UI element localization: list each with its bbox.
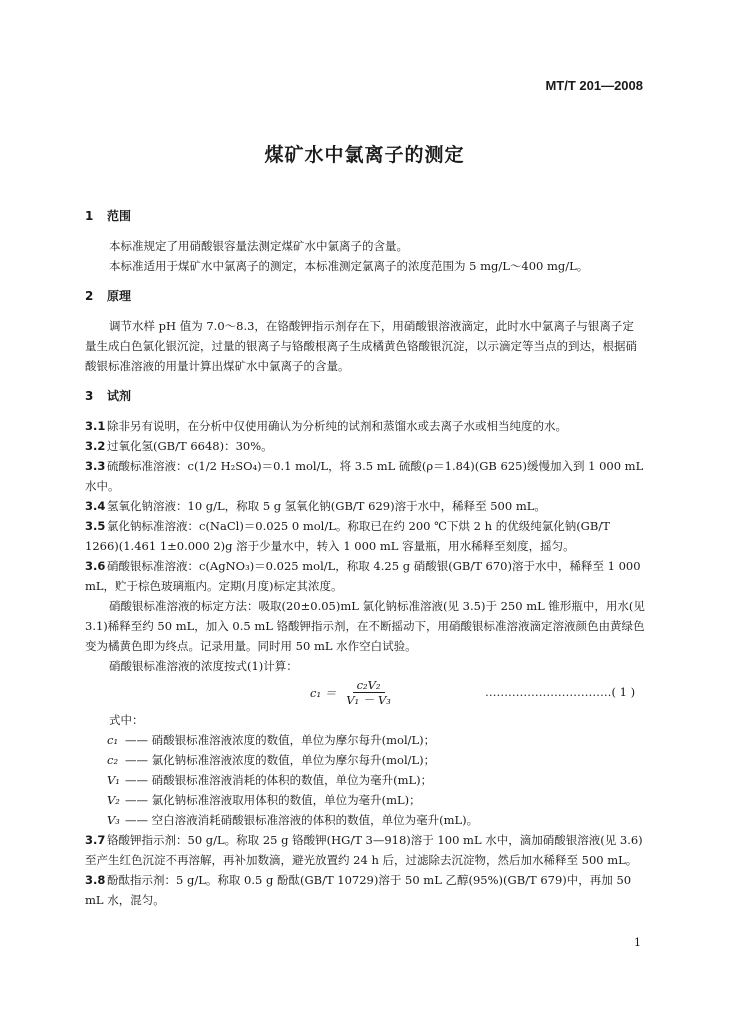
section-number: 2 (85, 289, 94, 303)
item-text: 硫酸标准溶液：c(1/2 H₂SO₄)＝0.1 mol/L，将 3.5 mL 硫酸(ρ＝1.84)(GB 625)缓慢加入到 1 000 mL水中。 (85, 459, 644, 493)
symbol: c₂ (107, 753, 119, 767)
symbol: V₁ (107, 773, 120, 787)
list-item (85, 456, 645, 496)
definition-text: —— 硝酸银标准溶液消耗的体积的数值，单位为毫升(mL)； (125, 773, 433, 787)
symbol-definition (85, 810, 645, 830)
page-number: 1 (634, 936, 641, 949)
symbol-definition (85, 790, 645, 810)
item-number: 3.3 (85, 459, 106, 473)
symbol: c₁ (107, 733, 119, 747)
paragraph: 本标准适用于煤矿水中氯离子的测定，本标准测定氯离子的浓度范围为 5 mg/L～400 mg/L。 (109, 259, 589, 273)
item-number: 3.5 (85, 519, 106, 533)
paragraph: 调节水样 pH 值为 7.0～8.3，在铬酸钾指示剂存在下，用硝酸银溶液滴定，此时水中氯离子与银离子定量生成白色氯化银沉淀，过量的银离子与铬酸根离子生成橘黄色铬酸银沉淀，以示滴定等当点的到达，根据硝酸银标准溶液的用量计算出煤矿水中氯离子的含量。 (85, 319, 637, 373)
section-title: 试剂 (107, 389, 132, 403)
symbol: V₂ (107, 793, 120, 807)
equation-number (485, 685, 635, 699)
standard-code: MT/T 201—2008 (545, 78, 643, 93)
section-title: 范围 (107, 209, 132, 223)
calibration-paragraph: 硝酸银标准溶液的标定方法：吸取(20±0.05)mL 氯化钠标准溶液(见 3.5)于 250 mL 锥形瓶中，用水(见 3.1)稀释至约 50 mL，加入 0.5 mL 铬酸钾指示剂，在不断摇动下，用硝酸银标准溶液滴定溶液颜色由黄绿色变为橘黄色即为终点。记录用量。同时用 50 mL 水作空白试验。 (85, 599, 645, 653)
section-heading (85, 206, 645, 226)
formula-lhs: c₁ ＝ (310, 685, 337, 700)
item-number: 3.2 (85, 439, 106, 453)
symbol-definition (85, 770, 645, 790)
section-title: 原理 (107, 289, 132, 303)
document-title: 煤矿水中氯离子的测定 (264, 144, 465, 166)
formula-intro: 硝酸银标准溶液的浓度按式(1)计算： (109, 659, 298, 673)
item-text: 铬酸钾指示剂：50 g/L。称取 25 g 铬酸钾(HG/T 3—918)溶于 100 mL 水中，滴加硝酸银溶液(见 3.6)至产生红色沉淀不再溶解，再补加数滴，避光放置约 24 h 后，过滤除去沉淀物，然后加水稀释至 500 mL。 (85, 833, 643, 867)
formula (310, 678, 395, 707)
section-heading (85, 286, 645, 306)
formula-denominator: V₁ － V₃ (346, 693, 391, 707)
symbol: V₃ (107, 813, 120, 827)
item-text: 硝酸银标准溶液：c(AgNO₃)＝0.025 mol/L，称取 4.25 g 硝酸银(GB/T 670)溶于水中，稀释至 1 000 mL，贮于棕色玻璃瓶内。定期(月度)标定其浓度。 (85, 559, 641, 593)
equation (85, 676, 645, 710)
where-label: 式中： (109, 713, 144, 727)
item-text: 氢氧化钠溶液：10 g/L，称取 5 g 氢氧化钠(GB/T 629)溶于水中，稀释至 500 mL。 (107, 499, 546, 513)
definition-text: —— 氯化钠标准溶液浓度的数值，单位为摩尔每升(mol/L)； (125, 753, 436, 767)
item-text: 过氧化氢(GB/T 6648)：30%。 (107, 439, 273, 453)
item-number: 3.7 (85, 833, 106, 847)
document-body (85, 206, 645, 910)
list-item (85, 556, 645, 596)
item-number: 3.1 (85, 419, 106, 433)
definition-text: —— 空白溶液消耗硝酸银标准溶液的体积的数值，单位为毫升(mL)。 (125, 813, 479, 827)
definition-text: —— 硝酸银标准溶液浓度的数值，单位为摩尔每升(mol/L)； (125, 733, 436, 747)
symbol-definition (85, 750, 645, 770)
formula-numerator: c₂V₂ (353, 678, 385, 693)
item-text: 酚酞指示剂：5 g/L。称取 0.5 g 酚酞(GB/T 10729)溶于 50 mL 乙醇(95%)(GB/T 679)中，再加 50 mL 水，混匀。 (85, 873, 632, 907)
item-number: 3.6 (85, 559, 106, 573)
item-text: 氯化钠标准溶液：c(NaCl)＝0.025 0 mol/L。称取已在约 200 ℃下烘 2 h 的优级纯氯化钠(GB/T 1266)(1.461 1±0.000 2)g 溶于少量水中，转入 1 000 mL 容量瓶，用水稀释至刻度，摇匀。 (85, 519, 610, 553)
list-item (85, 870, 645, 910)
equation-leader: …………………………… (485, 685, 612, 699)
list-item (85, 496, 645, 516)
section-heading (85, 386, 645, 406)
list-item (85, 516, 645, 556)
section-number: 1 (85, 209, 94, 223)
paragraph: 本标准规定了用硝酸银容量法测定煤矿水中氯离子的含量。 (109, 239, 408, 253)
symbol-definition (85, 730, 645, 750)
item-text: 除非另有说明，在分析中仅使用确认为分析纯的试剂和蒸馏水或去离子水或相当纯度的水。 (107, 419, 567, 433)
list-item (85, 416, 645, 436)
definition-text: —— 氯化钠标准溶液取用体积的数值，单位为毫升(mL)； (125, 793, 421, 807)
list-item (85, 436, 645, 456)
formula-fraction (342, 678, 395, 707)
equation-label: ( 1 ) (611, 685, 636, 699)
list-item (85, 830, 645, 870)
section-number: 3 (85, 389, 94, 403)
item-number: 3.8 (85, 873, 106, 887)
item-number: 3.4 (85, 499, 106, 513)
